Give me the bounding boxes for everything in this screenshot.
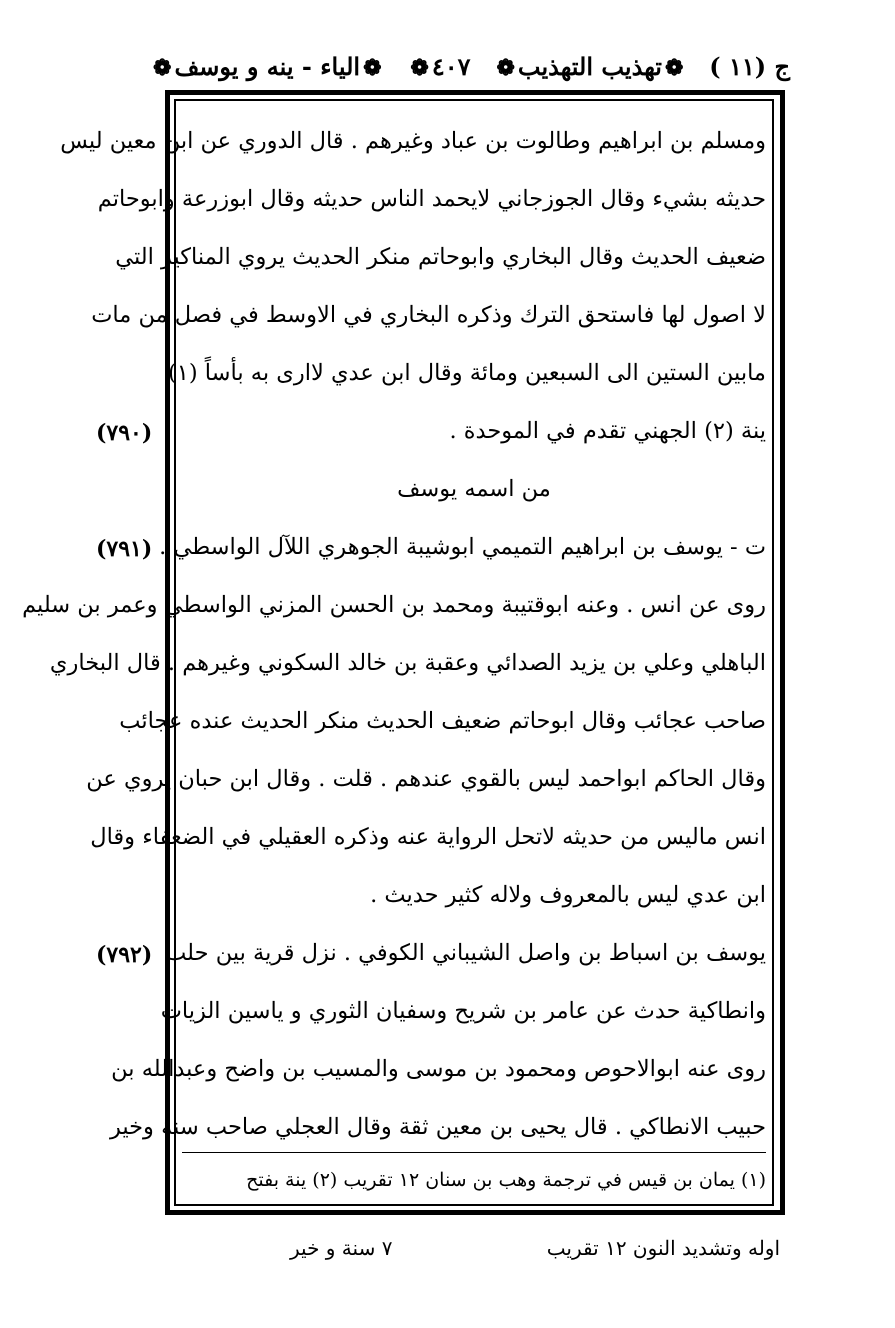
text-line: روى عن انس . وعنه ابوقتيبة ومحمد بن الحسن المزني الواسطي وعمر بن سليم [22, 592, 766, 618]
footnote-continuation-right: اوله وتشديد النون ١٢ تقريب [546, 1236, 780, 1260]
entry-number: (٧٩١) [96, 536, 153, 562]
text-line: حبيب الانطاكي . قال يحيى بن معين ثقة وقال العجلي صاحب سنة وخير [109, 1114, 766, 1140]
ornament-icon: ❁ [664, 54, 684, 81]
entry-heading: ت - يوسف بن ابراهيم التميمي ابوشيبة الجوهري اللآل الواسطي . [159, 534, 766, 560]
header-volume: ج (١١ ) [709, 51, 790, 81]
text-line: حديثه بشيء وقال الجوزجاني لايحمد الناس حديثه وقال ابوزرعة وابوحاتم [97, 186, 766, 212]
ornament-icon: ❁ [153, 54, 172, 81]
text-line: ابن عدي ليس بالمعروف ولاله كثير حديث . [370, 882, 766, 908]
text-line: وانطاكية حدث عن عامر بن شريح وسفيان الثوري و ياسين الزيات [160, 998, 766, 1024]
text-line: الباهلي وعلي بن يزيد الصدائي وعقبة بن خالد السكوني وغيرهم . قال البخاري [49, 650, 766, 676]
section-heading: من اسمه يوسف [397, 476, 551, 502]
text-line: ضعيف الحديث وقال البخاري وابوحاتم منكر الحديث يروي المناكير التي [115, 244, 766, 270]
footnote: (١) يمان بن قيس في ترجمة وهب بن سنان ١٢ تقريب (٢) ينة بفتح [246, 1169, 766, 1191]
footnote-continuation [290, 1230, 780, 1270]
text-line: وقال الحاكم ابواحمد ليس بالقوي عندهم . قلت . وقال ابن حبان يروي عن [86, 766, 766, 792]
header-section: الياء - ينه و يوسف [174, 51, 361, 81]
text-line: انس ماليس من حديثه لاتحل الرواية عنه وذكره العقيلي في الضعفاء وقال [90, 824, 766, 850]
text-line: صاحب عجائب وقال ابوحاتم ضعيف الحديث منكر الحديث عنده عجائب [119, 708, 766, 734]
entry-heading: يوسف بن اسباط بن واصل الشيباني الكوفي . نزل قرية بين حلب [165, 940, 766, 966]
running-header [150, 42, 790, 90]
ornament-icon: ❁ [496, 54, 515, 81]
text-line: ومسلم بن ابراهيم وطالوت بن عباد وغيرهم . قال الدوري عن ابن معين ليس [60, 128, 766, 154]
entry-heading: ينة (٢) الجهني تقدم في الموحدة . [449, 418, 766, 444]
header-title-group [493, 52, 686, 81]
header-page-group [407, 52, 470, 81]
text-line: لا اصول لها فاستحق الترك وذكره البخاري في الاوسط في فصل من مات [91, 302, 766, 328]
header-book-title: تهذيب التهذيب [517, 51, 662, 81]
header-page-number: ٤٠٧ [431, 51, 471, 81]
text-line: روى عنه ابوالاحوص ومحمود بن موسى والمسيب بن واضح وعبدالله بن [111, 1056, 766, 1082]
ornament-icon: ❁ [363, 54, 382, 81]
footnote-rule [182, 1152, 766, 1153]
entry-number: (٧٩٠) [96, 420, 153, 446]
entry-number: (٧٩٢) [96, 942, 153, 968]
header-section-group [150, 52, 385, 81]
footnote-continuation-left: ٧ سنة و خير [290, 1236, 393, 1260]
text-line: مابين الستين الى السبعين ومائة وقال ابن عدي لاارى به بأساً (١) [167, 360, 766, 386]
ornament-icon: ❁ [410, 54, 429, 81]
